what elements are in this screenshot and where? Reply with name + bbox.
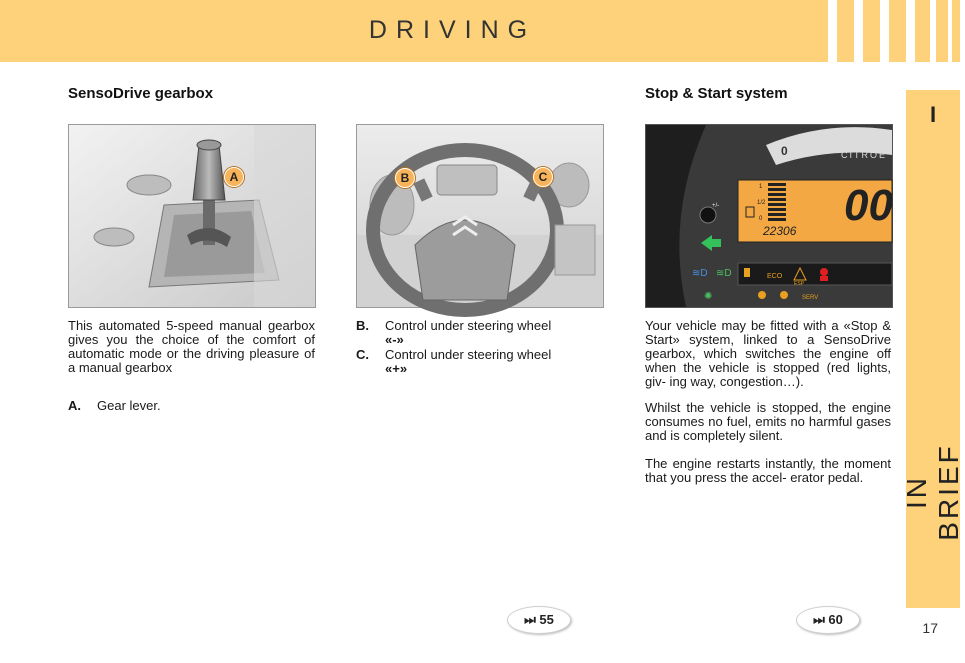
fuel-half-label: 1/2 [757,200,766,206]
list-item-c: C. Control under steering wheel «+» [356,347,552,376]
senso-drive-description: This automated 5-speed manual gearbox gives you the choice of the comfort of automatic mode or the driving pleasure of a manual gearbox [68,318,315,375]
chapter-number: I [929,102,937,127]
page-ref-55[interactable]: ⏭ 55 [507,606,571,634]
page-number: 17 [922,620,938,636]
list-item-b: B. Control under steering wheel «-» [356,318,552,347]
callout-a: A [224,167,244,187]
svg-text:≋D: ≋D [716,268,732,279]
esp-light: ESP [794,281,805,287]
stop-start-paragraph-2: Whilst the vehicle is stopped, the engine consumes no fuel, emits no harmful gases and is completely silent. [645,400,891,443]
fuel-full-label: 1 [759,184,763,190]
steering-wheel-photo [356,124,604,308]
skip-forward-icon: ⏭ [524,612,536,627]
svg-text:0: 0 [781,144,788,158]
page-title: DRIVING [368,16,537,44]
header-bar [0,0,960,62]
chapter-sidebar [901,90,964,608]
chapter-name: IN BRIEF [901,443,964,541]
svg-text:00: 00 [844,181,893,230]
service-light: SERV [802,295,819,301]
callout-b: B [395,168,415,188]
plus-minus-label: +/- [712,203,720,209]
header-stripes [810,0,960,62]
callout-c: C [533,167,553,187]
eco-light: ECO [767,273,783,280]
page-ref-60[interactable]: ⏭ 60 [796,606,860,634]
stop-start-paragraph-1: Your vehicle may be fitted with a «Stop & Start» system, linked to a SensoDrive gearbox, which switches the engine off when the vehicle is stopped (red lights, giv- ing way, congestion…). [645,318,891,389]
fuel-empty-label: 0 [759,216,763,222]
gear-lever-photo [68,124,316,308]
svg-text:✺: ✺ [704,291,713,302]
stop-start-heading: Stop & Start system [645,85,788,102]
stop-start-paragraph-3: The engine restarts instantly, the moment that you press the accel- erator pedal. [645,456,891,485]
svg-text:≋D: ≋D [692,268,708,279]
odometer: 22306 [763,224,797,238]
skip-forward-icon: ⏭ [813,612,825,627]
dash-brand: CITROË [841,150,888,160]
senso-drive-heading: SensoDrive gearbox [68,85,214,102]
dashboard-photo [645,124,893,308]
list-item-a: A. Gear lever. [68,398,161,413]
